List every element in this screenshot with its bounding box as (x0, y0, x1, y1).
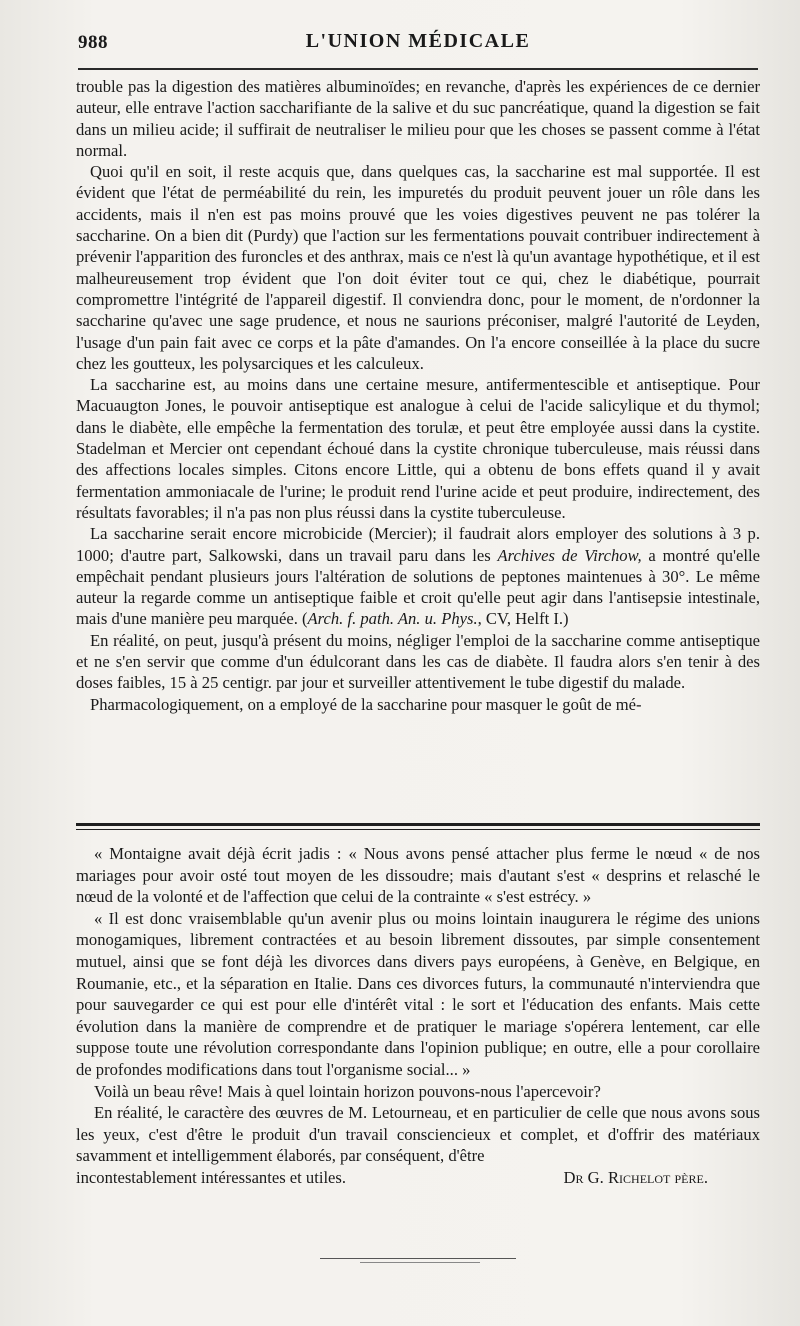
paragraph-5: En réalité, on peut, jusqu'à présent du moins, négliger l'emploi de la saccharine comme antiseptique et ne s'en servir que comme d'un édulcorant dans les cas de diabète. Il faudra alors s'en tenir à des doses faibles, 15 à 25 centigr. par jour et surveiller attentivement le tube digestif du malade. (76, 630, 760, 693)
feuilleton-paragraph-2: « Il est donc vraisemblable qu'un avenir plus ou moins lointain inaugurera le régime des unions monogamiques, librement contractées et au besoin librement dissoutes, par simple consentement mutuel, ainsi que se font déjà les divorces dans divers pays européens, à Genève, en Belgique, en Roumanie, etc., et la séparation en Italie. Dans ces divorces futurs, la communauté n'interviendra que pour sauvegarder ce qui est pour elle d'intérêt vital : le sort et l'éducation des enfants. Mais cette évolution dans la manière de comprendre et de pratiquer le mariage s'opérera lentement, car elle suppose toute une révolution correspondante dans l'opinion publique; en outre, elle a pour corollaire de profondes modifications dans tout l'organisme social... » (76, 908, 760, 1079)
paragraph-4-text-a: La saccharine serait encore microbicide (Mercier); il faudrait alors employer des solutions à 3 p. 1000; d'autre part, Salkowski, dans un travail paru dans les (76, 524, 760, 565)
running-title: L'UNION MÉDICALE (305, 30, 531, 52)
closing-line: incontestablement intéressantes et utiles. (76, 1167, 347, 1187)
paragraph-4-text-c: , CV, Helft I.) (477, 609, 569, 629)
feuilleton-divider (76, 823, 760, 830)
author-signature: Dr G. Richelot père. (563, 1167, 708, 1187)
paragraph-4-text-b: a montré qu'elle empêchait pendant plusieurs jours l'altération de solutions de peptones maintenues à 30°. Le même auteur la regarde comme un antiseptique faible et croit qu'elle peut agir dans l'antisepsie intestinale, mais d'une manière peu marquée. ( (76, 545, 760, 629)
page-header (78, 28, 758, 58)
end-rule-short (360, 1262, 480, 1263)
signature-line (76, 1167, 760, 1189)
header-rule (78, 68, 758, 70)
page-number: 988 (78, 32, 108, 53)
end-rule (320, 1258, 516, 1259)
paragraph-2: Quoi qu'il en soit, il reste acquis que, dans quelques cas, la saccharine est mal supportée. Il est évident que l'état de perméabilité du rein, les impuretés du produit peuvent jouer un rôle dans les accidents, mais il n'en est pas moins prouvé que les voies digestives peuvent ne pas tolérer la saccharine. On a bien dit (Purdy) que l'action sur les fermentations pouvait contribuer indirectement à prévenir l'apparition des furoncles et des anthrax, mais ce n'est là qu'un avantage hypothétique, et il est malheureusement trop évident que l'on doit éviter tout ce qui, chez le diabétique, pourrait compromettre l'intégrité de l'appareil digestif. Il conviendra donc, pour le moment, de n'ordonner la saccharine qu'avec une sage prudence, et nous ne saurions préconiser, malgré l'autorité de Leyden, l'usage d'un pain fait avec ce corps et la pâte d'amandes. On l'a encore conseillée à la place du sucre chez les goutteux, les polysarciques et les calculeux. (76, 162, 760, 373)
feuilleton-paragraph-1: « Montaigne avait déjà écrit jadis : « Nous avons pensé attacher plus ferme le nœud « de nos mariages pour avoir osté tout moyen de les dissoudre; mais d'autant s'est « desprins et relasché le nœud de la volonté et de l'affection que celui de la contrainte « s'est estrécy. » (76, 844, 760, 907)
paragraph-4 (76, 523, 760, 629)
paragraph-1: trouble pas la digestion des matières albuminoïdes; en revanche, d'après les expériences de ce dernier auteur, elle entrave l'action saccharifiante de la salive et du suc pancréatique, quand la digestion se fait dans un milieu acide; il suffirait de neutraliser le milieu pour que les choses se passent comme à l'état normal. (76, 77, 760, 160)
main-article (76, 76, 760, 715)
feuilleton-paragraph-3: Voilà un beau rêve! Mais à quel lointain horizon pouvons-nous l'apercevoir? (94, 1081, 601, 1101)
feuilleton-section (76, 843, 760, 1189)
paragraph-3: La saccharine est, au moins dans une certaine mesure, antifermentescible et antiseptique. Pour Macuaugton Jones, le pouvoir antiseptique est analogue à celui de l'acide salicylique et du thymol; dans le diabète, elle empêche la fermentation des torulæ, et peut être employée aussi dans la cystite. Stadelman et Mercier ont cependant échoué dans la cystite chronique tuberculeuse, mais réussi dans des affections locales simples. Citons encore Little, qui a obtenu de bons effets quand il y avait fermentation ammoniacale de l'urine; le produit rend l'urine acide et peut produire, indirectement, des résultats favorables; il n'a pas non plus réussi dans la cystite tuberculeuse. (76, 375, 760, 522)
paragraph-6: Pharmacologiquement, on a employé de la saccharine pour masquer le goût de mé- (90, 694, 642, 714)
paragraph-4-citation-a: Archives de Virchow, (497, 545, 642, 565)
paragraph-4-citation-b: Arch. f. path. An. u. Phys. (307, 609, 478, 629)
feuilleton-paragraph-4: En réalité, le caractère des œuvres de M. Letourneau, et en particulier de celle que nous avons sous les yeux, c'est d'être le produit d'un travail consciencieux et complet, et d'offrir des matériaux savamment et intelligemment élaborés, par conséquent, d'être (76, 1103, 760, 1166)
